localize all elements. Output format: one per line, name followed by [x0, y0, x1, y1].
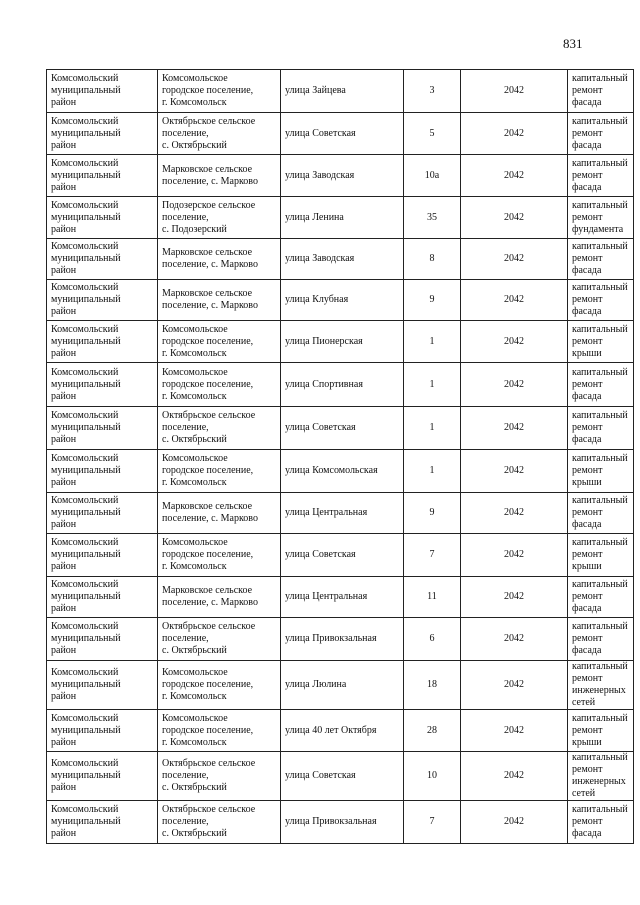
work-type-cell-line: ремонт крыши — [572, 549, 603, 572]
year-cell: 2042 — [461, 113, 568, 155]
district-cell-line: Комсомольский — [51, 115, 119, 127]
work-type-cell-line: ремонт фасада — [572, 169, 603, 193]
settlement-cell-line: Октябрьское сельское — [162, 758, 256, 769]
work-type-cell — [568, 618, 634, 661]
settlement-cell-line: Марковское сельское — [162, 585, 253, 596]
street-cell: улица Клубная — [281, 280, 404, 321]
street-cell: улица Привокзальная — [281, 618, 404, 661]
street-cell: улица Зайцева — [281, 70, 404, 113]
district-cell-line: район — [51, 736, 77, 748]
work-type-cell-line: инженерных — [572, 685, 626, 696]
settlement-cell-line: поселение, — [162, 633, 209, 644]
work-type-cell — [568, 450, 634, 493]
work-type-cell — [568, 155, 634, 197]
house-number-cell: 11 — [404, 577, 461, 618]
settlement-cell — [158, 407, 281, 450]
settlement-cell-line: Октябрьское сельское — [162, 410, 256, 421]
table-row — [47, 493, 634, 534]
house-number-cell: 9 — [404, 493, 461, 534]
house-number-cell: 1 — [404, 321, 461, 363]
work-type-cell-line: ремонт крыши — [572, 465, 603, 488]
work-type-cell-line: капитальный — [572, 323, 628, 335]
table-row — [47, 450, 634, 493]
work-type-cell-line: ремонт фасада — [572, 507, 603, 530]
work-type-cell-line: ремонт фасада — [572, 127, 603, 151]
year-cell: 2042 — [461, 577, 568, 618]
settlement-cell-line: городское поселение, — [162, 85, 254, 96]
district-cell-line: муниципальный — [51, 294, 121, 305]
district-cell — [47, 197, 158, 239]
page-number: 831 — [563, 36, 583, 51]
year-cell: 2042 — [461, 197, 568, 239]
settlement-cell — [158, 197, 281, 239]
work-type-cell-line: капитальный — [572, 495, 628, 506]
work-type-cell — [568, 493, 634, 534]
year-cell: 2042 — [461, 534, 568, 577]
district-cell-line: муниципальный — [51, 591, 121, 602]
settlement-cell — [158, 450, 281, 493]
house-number-cell: 7 — [404, 534, 461, 577]
district-cell-line: Комсомольский — [51, 323, 119, 335]
settlement-cell-line: Комсомольское — [162, 667, 228, 678]
settlement-cell-line: Комсомольское — [162, 453, 228, 464]
work-type-cell-line: капитальный — [572, 282, 628, 293]
year-cell: 2042 — [461, 752, 568, 801]
work-type-cell-line: ремонт — [572, 673, 603, 684]
district-cell — [47, 363, 158, 407]
street-cell: улица Ленина — [281, 197, 404, 239]
house-number-cell: 35 — [404, 197, 461, 239]
district-cell — [47, 239, 158, 280]
table-row — [47, 155, 634, 197]
street-cell: улица Привокзальная — [281, 801, 404, 844]
district-cell-line: муниципальный — [51, 507, 121, 518]
street-cell: улица Советская — [281, 407, 404, 450]
settlement-cell — [158, 239, 281, 280]
table-row — [47, 239, 634, 280]
district-cell-line: муниципальный — [51, 465, 121, 476]
work-type-cell-line: фундамента — [572, 223, 624, 235]
district-cell-line: муниципальный — [51, 335, 121, 347]
settlement-cell-line: Подозерское сельское — [162, 199, 256, 211]
district-cell-line: Комсомольский — [51, 758, 119, 769]
settlement-cell-line: г. Комсомольск — [162, 691, 227, 702]
district-cell-line: Комсомольский — [51, 621, 119, 632]
district-cell-line: район — [51, 390, 77, 402]
district-cell-line: муниципальный — [51, 211, 121, 223]
work-type-cell-line: инженерных — [572, 776, 626, 787]
work-type-cell-line: сетей — [572, 697, 596, 708]
settlement-cell-line: поселение, — [162, 127, 209, 139]
work-type-cell-line: капитальный — [572, 579, 628, 590]
work-type-cell-line: капитальный — [572, 73, 628, 84]
work-type-cell-line: ремонт фасада — [572, 816, 603, 839]
street-cell: улица 40 лет Октября — [281, 710, 404, 752]
district-cell-line: Комсомольский — [51, 453, 119, 464]
house-number-cell: 7 — [404, 801, 461, 844]
settlement-cell-line: г. Комсомольск — [162, 390, 227, 402]
settlement-cell — [158, 618, 281, 661]
work-type-cell-line: капитальный — [572, 410, 628, 421]
house-number-cell: 1 — [404, 450, 461, 493]
street-cell: улица Люлина — [281, 661, 404, 710]
district-cell-line: муниципальный — [51, 816, 121, 827]
settlement-cell-line: поселение, — [162, 816, 209, 827]
settlement-cell-line: Октябрьское сельское — [162, 115, 256, 127]
settlement-cell-line: городское поселение, — [162, 378, 254, 390]
settlement-cell-line: городское поселение, — [162, 465, 254, 476]
district-cell — [47, 534, 158, 577]
settlement-cell — [158, 661, 281, 710]
year-cell: 2042 — [461, 618, 568, 661]
settlement-cell-line: поселение, с. Марково — [162, 175, 258, 187]
settlement-cell-line: с. Октябрьский — [162, 139, 227, 151]
settlement-cell-line: городское поселение, — [162, 724, 254, 736]
street-cell: улица Советская — [281, 534, 404, 577]
settlement-cell-line: городское поселение, — [162, 679, 254, 690]
settlement-cell-line: г. Комсомольск — [162, 477, 227, 488]
table-row — [47, 534, 634, 577]
table-row — [47, 801, 634, 844]
table-row — [47, 618, 634, 661]
district-cell — [47, 280, 158, 321]
district-cell-line: район — [51, 139, 77, 151]
settlement-cell — [158, 113, 281, 155]
work-type-cell-line: ремонт фасада — [572, 85, 603, 108]
table-row — [47, 363, 634, 407]
year-cell: 2042 — [461, 450, 568, 493]
work-type-cell-line: капитальный — [572, 712, 628, 724]
settlement-cell — [158, 577, 281, 618]
settlement-cell-line: Октябрьское сельское — [162, 621, 256, 632]
district-cell-line: Комсомольский — [51, 667, 119, 678]
district-cell-line: муниципальный — [51, 85, 121, 96]
table-row — [47, 752, 634, 801]
district-cell-line: район — [51, 434, 77, 445]
district-cell-line: муниципальный — [51, 253, 121, 264]
district-cell-line: Комсомольский — [51, 282, 119, 293]
settlement-cell — [158, 710, 281, 752]
work-type-cell-line: капитальный — [572, 157, 628, 169]
district-cell — [47, 752, 158, 801]
settlement-cell-line: Комсомольское — [162, 323, 228, 335]
settlement-cell-line: с. Подозерский — [162, 223, 227, 235]
work-type-cell-line: ремонт — [572, 764, 603, 775]
work-type-cell-line: капитальный — [572, 752, 628, 763]
settlement-cell-line: поселение, — [162, 770, 209, 781]
work-type-cell-line: ремонт фасада — [572, 253, 603, 276]
year-cell: 2042 — [461, 155, 568, 197]
table-row — [47, 321, 634, 363]
settlement-cell-line: городское поселение, — [162, 549, 254, 560]
work-type-cell-line: капитальный — [572, 115, 628, 127]
settlement-cell-line: г. Комсомольск — [162, 561, 227, 572]
work-type-cell-line: капитальный — [572, 621, 628, 632]
house-number-cell: 1 — [404, 407, 461, 450]
district-cell-line: Комсомольский — [51, 73, 119, 84]
table-row — [47, 280, 634, 321]
settlement-cell — [158, 70, 281, 113]
settlement-cell-line: поселение, — [162, 422, 209, 433]
table-row — [47, 661, 634, 710]
district-cell-line: Комсомольский — [51, 579, 119, 590]
district-cell-line: муниципальный — [51, 633, 121, 644]
district-cell-line: муниципальный — [51, 169, 121, 181]
work-type-cell — [568, 280, 634, 321]
district-cell-line: район — [51, 265, 77, 276]
settlement-cell — [158, 801, 281, 844]
district-cell-line: район — [51, 782, 77, 793]
district-cell — [47, 70, 158, 113]
district-cell-line: муниципальный — [51, 549, 121, 560]
settlement-cell-line: Октябрьское сельское — [162, 804, 256, 815]
district-cell-line: район — [51, 645, 77, 656]
district-cell-line: район — [51, 347, 77, 359]
house-number-cell: 9 — [404, 280, 461, 321]
settlement-cell-line: поселение, с. Марково — [162, 300, 258, 311]
work-type-cell-line: ремонт фасада — [572, 422, 603, 445]
work-type-cell — [568, 710, 634, 752]
district-cell-line: муниципальный — [51, 724, 121, 736]
district-cell-line: район — [51, 97, 77, 108]
year-cell: 2042 — [461, 493, 568, 534]
table-row — [47, 407, 634, 450]
district-cell-line: Комсомольский — [51, 366, 119, 378]
district-cell-line: муниципальный — [51, 127, 121, 139]
settlement-cell-line: Марковское сельское — [162, 247, 253, 258]
house-number-cell: 10а — [404, 155, 461, 197]
district-cell — [47, 493, 158, 534]
district-cell-line: муниципальный — [51, 679, 121, 690]
table-row — [47, 197, 634, 239]
settlement-cell — [158, 155, 281, 197]
year-cell: 2042 — [461, 239, 568, 280]
district-cell-line: район — [51, 828, 77, 839]
settlement-cell-line: поселение, с. Марково — [162, 513, 258, 524]
work-type-cell-line: капитальный — [572, 453, 628, 464]
settlement-cell-line: поселение, с. Марково — [162, 259, 258, 270]
work-type-cell — [568, 534, 634, 577]
district-cell-line: район — [51, 561, 77, 572]
street-cell: улица Советская — [281, 752, 404, 801]
house-number-cell: 10 — [404, 752, 461, 801]
street-cell: улица Заводская — [281, 155, 404, 197]
district-cell-line: муниципальный — [51, 770, 121, 781]
district-cell — [47, 407, 158, 450]
work-type-cell-line: ремонт крыши — [572, 335, 603, 359]
district-cell-line: муниципальный — [51, 378, 121, 390]
year-cell: 2042 — [461, 661, 568, 710]
district-cell-line: район — [51, 519, 77, 530]
settlement-cell-line: с. Октябрьский — [162, 645, 227, 656]
settlement-cell-line: с. Октябрьский — [162, 828, 227, 839]
year-cell: 2042 — [461, 321, 568, 363]
settlement-cell — [158, 280, 281, 321]
work-type-cell-line: капитальный — [572, 366, 628, 378]
settlement-cell-line: Марковское сельское — [162, 163, 253, 175]
settlement-cell-line: Марковское сельское — [162, 501, 253, 512]
district-cell — [47, 801, 158, 844]
settlement-cell — [158, 493, 281, 534]
district-cell — [47, 618, 158, 661]
house-number-cell: 1 — [404, 363, 461, 407]
work-type-cell-line: капитальный — [572, 537, 628, 548]
work-type-cell — [568, 801, 634, 844]
year-cell: 2042 — [461, 407, 568, 450]
year-cell: 2042 — [461, 280, 568, 321]
house-number-cell: 8 — [404, 239, 461, 280]
district-cell-line: муниципальный — [51, 422, 121, 433]
work-type-cell — [568, 752, 634, 801]
street-cell: улица Советская — [281, 113, 404, 155]
district-cell-line: Комсомольский — [51, 410, 119, 421]
house-number-cell: 18 — [404, 661, 461, 710]
settlement-cell-line: с. Октябрьский — [162, 782, 227, 793]
district-cell-line: район — [51, 477, 77, 488]
district-cell-line: Комсомольский — [51, 804, 119, 815]
district-cell — [47, 661, 158, 710]
district-cell — [47, 113, 158, 155]
settlement-cell-line: Комсомольское — [162, 537, 228, 548]
district-cell — [47, 321, 158, 363]
table-body — [47, 70, 634, 844]
work-type-cell-line: сетей — [572, 788, 596, 799]
work-type-cell-line: капитальный — [572, 241, 628, 252]
settlement-cell-line: городское поселение, — [162, 335, 254, 347]
settlement-cell-line: Комсомольское — [162, 73, 228, 84]
work-type-cell-line: ремонт — [572, 211, 603, 223]
table-row — [47, 70, 634, 113]
settlement-cell-line: Комсомольское — [162, 366, 228, 378]
district-cell-line: район — [51, 691, 77, 702]
street-cell: улица Комсомольская — [281, 450, 404, 493]
year-cell: 2042 — [461, 710, 568, 752]
house-number-cell: 5 — [404, 113, 461, 155]
work-type-cell — [568, 363, 634, 407]
work-type-cell — [568, 407, 634, 450]
work-type-cell — [568, 239, 634, 280]
district-cell-line: Комсомольский — [51, 157, 119, 169]
work-type-cell — [568, 70, 634, 113]
table-row — [47, 577, 634, 618]
street-cell: улица Спортивная — [281, 363, 404, 407]
settlement-cell — [158, 534, 281, 577]
table-row — [47, 113, 634, 155]
work-type-cell-line: ремонт фасада — [572, 633, 603, 656]
settlement-cell-line: г. Комсомольск — [162, 97, 227, 108]
year-cell: 2042 — [461, 363, 568, 407]
settlement-cell-line: г. Комсомольск — [162, 736, 227, 748]
district-cell-line: Комсомольский — [51, 495, 119, 506]
settlement-cell-line: г. Комсомольск — [162, 347, 227, 359]
district-cell-line: район — [51, 306, 77, 317]
work-type-cell — [568, 321, 634, 363]
work-type-cell-line: капитальный — [572, 661, 628, 672]
district-cell-line: Комсомольский — [51, 712, 119, 724]
district-cell-line: Комсомольский — [51, 537, 119, 548]
district-cell — [47, 577, 158, 618]
district-cell-line: район — [51, 603, 77, 614]
district-cell — [47, 710, 158, 752]
street-cell: улица Центральная — [281, 493, 404, 534]
work-type-cell-line: ремонт фасада — [572, 378, 603, 402]
work-type-cell — [568, 113, 634, 155]
house-number-cell: 6 — [404, 618, 461, 661]
housing-repair-table — [46, 69, 634, 844]
work-type-cell-line: капитальный — [572, 199, 628, 211]
district-cell-line: Комсомольский — [51, 241, 119, 252]
year-cell: 2042 — [461, 801, 568, 844]
work-type-cell — [568, 577, 634, 618]
work-type-cell-line: ремонт фасада — [572, 294, 603, 317]
settlement-cell-line: Марковское сельское — [162, 288, 253, 299]
settlement-cell-line: с. Октябрьский — [162, 434, 227, 445]
settlement-cell-line: поселение, с. Марково — [162, 597, 258, 608]
district-cell — [47, 155, 158, 197]
district-cell-line: район — [51, 181, 77, 193]
work-type-cell-line: ремонт крыши — [572, 724, 603, 748]
settlement-cell-line: Комсомольское — [162, 712, 228, 724]
settlement-cell — [158, 321, 281, 363]
house-number-cell: 28 — [404, 710, 461, 752]
work-type-cell — [568, 661, 634, 710]
work-type-cell-line: капитальный — [572, 804, 628, 815]
table-row — [47, 710, 634, 752]
settlement-cell — [158, 752, 281, 801]
district-cell-line: район — [51, 223, 77, 235]
district-cell-line: Комсомольский — [51, 199, 119, 211]
year-cell: 2042 — [461, 70, 568, 113]
house-number-cell: 3 — [404, 70, 461, 113]
work-type-cell — [568, 197, 634, 239]
settlement-cell-line: поселение, — [162, 211, 209, 223]
street-cell: улица Центральная — [281, 577, 404, 618]
work-type-cell-line: ремонт фасада — [572, 591, 603, 614]
district-cell — [47, 450, 158, 493]
street-cell: улица Пионерская — [281, 321, 404, 363]
street-cell: улица Заводская — [281, 239, 404, 280]
settlement-cell — [158, 363, 281, 407]
